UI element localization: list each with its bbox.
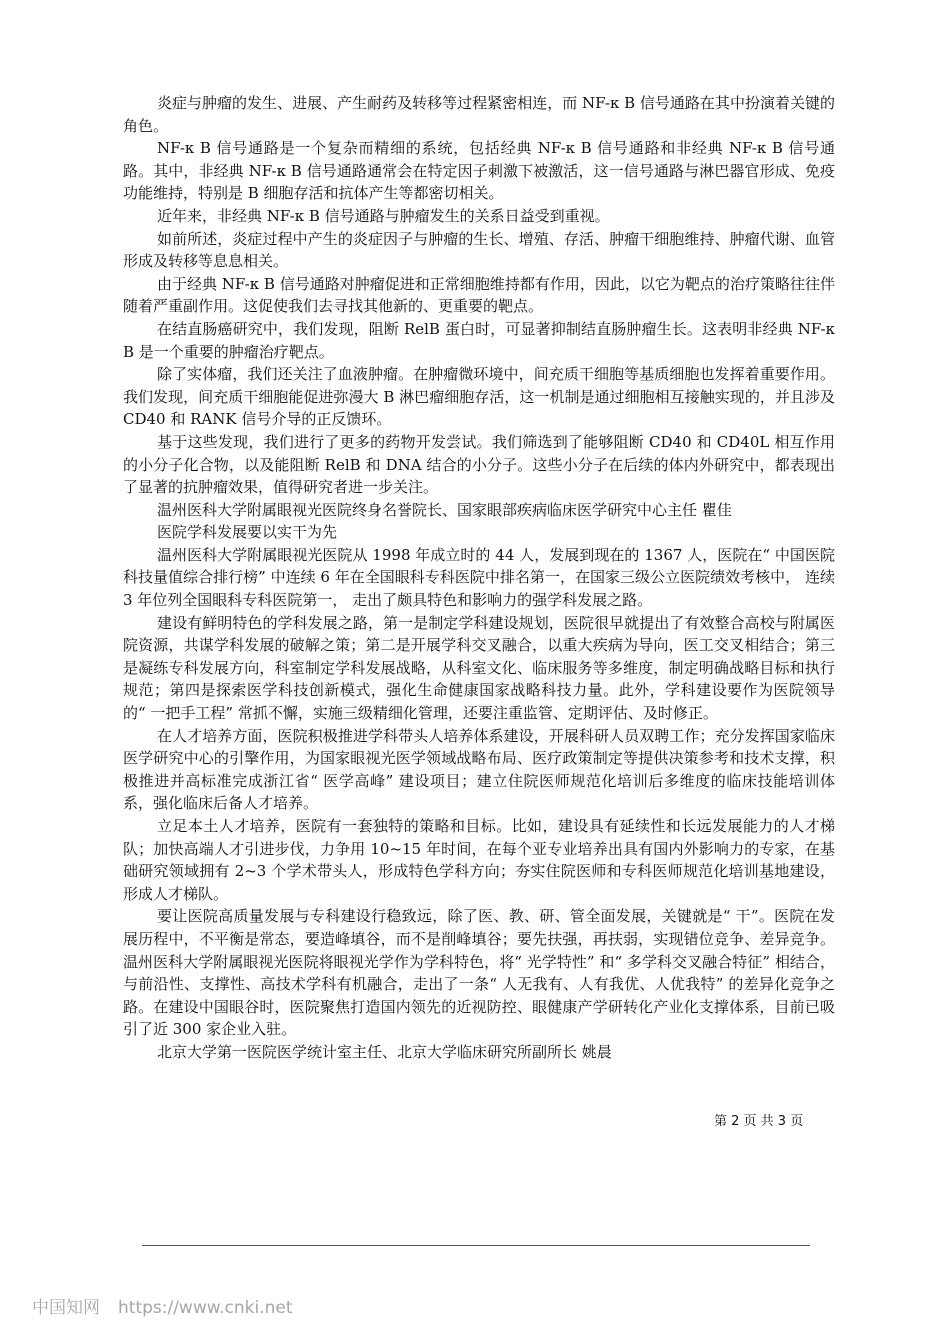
paragraph: 在人才培养方面，医院积极推进学科带头人培养体系建设，开展科研人员双聘工作；充分发挥国家临床医学研究中心的引擎作用，为国家眼视光医学领域战略布局、医疗政策制定等提供决策参考和技术支撑，积极推进并高标准完成浙江省“ 医学高峰” 建设项目；建立住院医师规范化培训后多维度的临床技能培训体系，强化临床后备人才培养。 xyxy=(123,726,835,813)
paragraph: 由于经典 NF-κ B 信号通路对肿瘤促进和正常细胞维持都有作用，因此，以它为靶点的治疗策略往往伴随着严重副作用。这促使我们去寻找其他新的、更重要的靶点。 xyxy=(123,274,835,316)
page-number: 第 2 页 共 3 页 xyxy=(714,1114,804,1129)
section-heading: 医院学科发展要以实干为先 xyxy=(157,523,338,542)
paragraph: 炎症与肿瘤的发生、进展、产生耐药及转移等过程紧密相连，而 NF-κ B 信号通路在其中扮演着关键的角色。 xyxy=(123,94,835,135)
paragraph: 建设有鲜明特色的学科发展之路，第一是制定学科建设规划，医院很早就提出了有效整合高校与附属医院资源，共谋学科发展的破解之策；第二是开展学科交叉融合，以重大疾病为导向，医工交叉相结合；第三是凝练专科发展方向，科室制定学科发展战略，从科室文化、临床服务等多维度，制定明确战略目标和执行规范；第四是探索医学科技创新模式，强化生命健康国家战略科技力量。此外，学科建设要作为医院领导的“ 一把手工程” 常抓不懈，实施三级精细化管理，还要注重监管、定期评估、及时修正。 xyxy=(123,613,835,723)
paragraph: 基于这些发现，我们进行了更多的药物开发尝试。我们筛选到了能够阻断 CD40 和 CD40L 相互作用的小分子化合物，以及能阻断 RelB 和 DNA 结合的小分子。这些小分子在后续的体内外研究中，都表现出了显著的抗肿瘤效果，值得研究者进一步关注。 xyxy=(123,432,835,497)
article-body xyxy=(123,92,835,1064)
speaker-attribution: 温州医科大学附属眼视光医院终身名誉院长、国家眼部疾病临床医学研究中心主任 瞿佳 xyxy=(157,500,732,519)
paragraph: 近年来，非经典 NF-κ B 信号通路与肿瘤发生的关系日益受到重视。 xyxy=(157,206,610,225)
paragraph: 立足本土人才培养，医院有一套独特的策略和目标。比如，建设具有延续性和长远发展能力的人才梯队；加快高端人才引进步伐，力争用 10~15 年时间，在每个亚专业培养出具有国内外影响力的专家，在基础研究领域拥有 2~3 个学术带头人，形成特色学科方向；夯实住院医师和专科医师规范化培训基地建设，形成人才梯队。 xyxy=(123,817,835,903)
paragraph: 如前所述，炎症过程中产生的炎症因子与肿瘤的生长、增殖、存活、肿瘤干细胞维持、肿瘤代谢、血管形成及转移等息息相关。 xyxy=(123,229,835,271)
paragraph: 在结直肠癌研究中，我们发现，阻断 RelB 蛋白时，可显著抑制结直肠肿瘤生长。这表明非经典 NF-κ B 是一个重要的肿瘤治疗靶点。 xyxy=(123,319,835,361)
paragraph: 要让医院高质量发展与专科建设行稳致远，除了医、教、研、管全面发展，关键就是“ 干”。医院在发展历程中，不平衡是常态，要造峰填谷，而不是削峰填谷；要先扶强，再扶弱，实现错位竞争、差异竞争。温州医科大学附属眼视光医院将眼视光学作为学科特色，将“ 光学特性” 和“ 多学科交叉融合特征” 相结合，与前沿性、支撑性、高技术学科有机融合，走出了一条“ 人无我有、人有我优、人优我特” 的差异化竞争之路。在建设中国眼谷时，医院聚焦打造国内领先的近视防控、眼健康产学研转化产业化支撑体系，目前已吸引了近 300 家企业入驻。 xyxy=(123,907,835,1039)
speaker-attribution: 北京大学第一医院医学统计室主任、北京大学临床研究所副所长 姚晨 xyxy=(157,1042,612,1061)
watermark-url: https://www.cnki.net xyxy=(118,1298,293,1318)
watermark xyxy=(32,1293,310,1318)
paragraph: NF-κ B 信号通路是一个复杂而精细的系统，包括经典 NF-κ B 信号通路和非经典 NF-κ B 信号通路。其中，非经典 NF-κ B 信号通路通常会在特定因子刺激下被激活，这一信号通路与淋巴器官形成、免疫功能维持，特别是 B 细胞存活和抗体产生等都密切相关。 xyxy=(123,139,835,203)
watermark-brand: 中国知网 xyxy=(32,1298,100,1318)
paragraph: 温州医科大学附属眼视光医院从 1998 年成立时的 44 人，发展到现在的 1367 人，医院在“ 中国医院科技量值综合排行榜” 中连续 6 年在全国眼科专科医院中排名第一，在国家三级公立医院绩效考核中， 连续 3 年位列全国眼科专科医院第一， 走出了颇具特色和影响力的强学科发展之路。 xyxy=(123,545,835,610)
paragraph: 除了实体瘤，我们还关注了血液肿瘤。在肿瘤微环境中，间充质干细胞等基质细胞也发挥着重要作用。我们发现，间充质干细胞能促进弥漫大 B 淋巴瘤细胞存活，这一机制是通过细胞相互接触实现的，并且涉及 CD40 和 RANK 信号介导的正反馈环。 xyxy=(123,365,835,429)
footer-divider xyxy=(142,1245,810,1246)
